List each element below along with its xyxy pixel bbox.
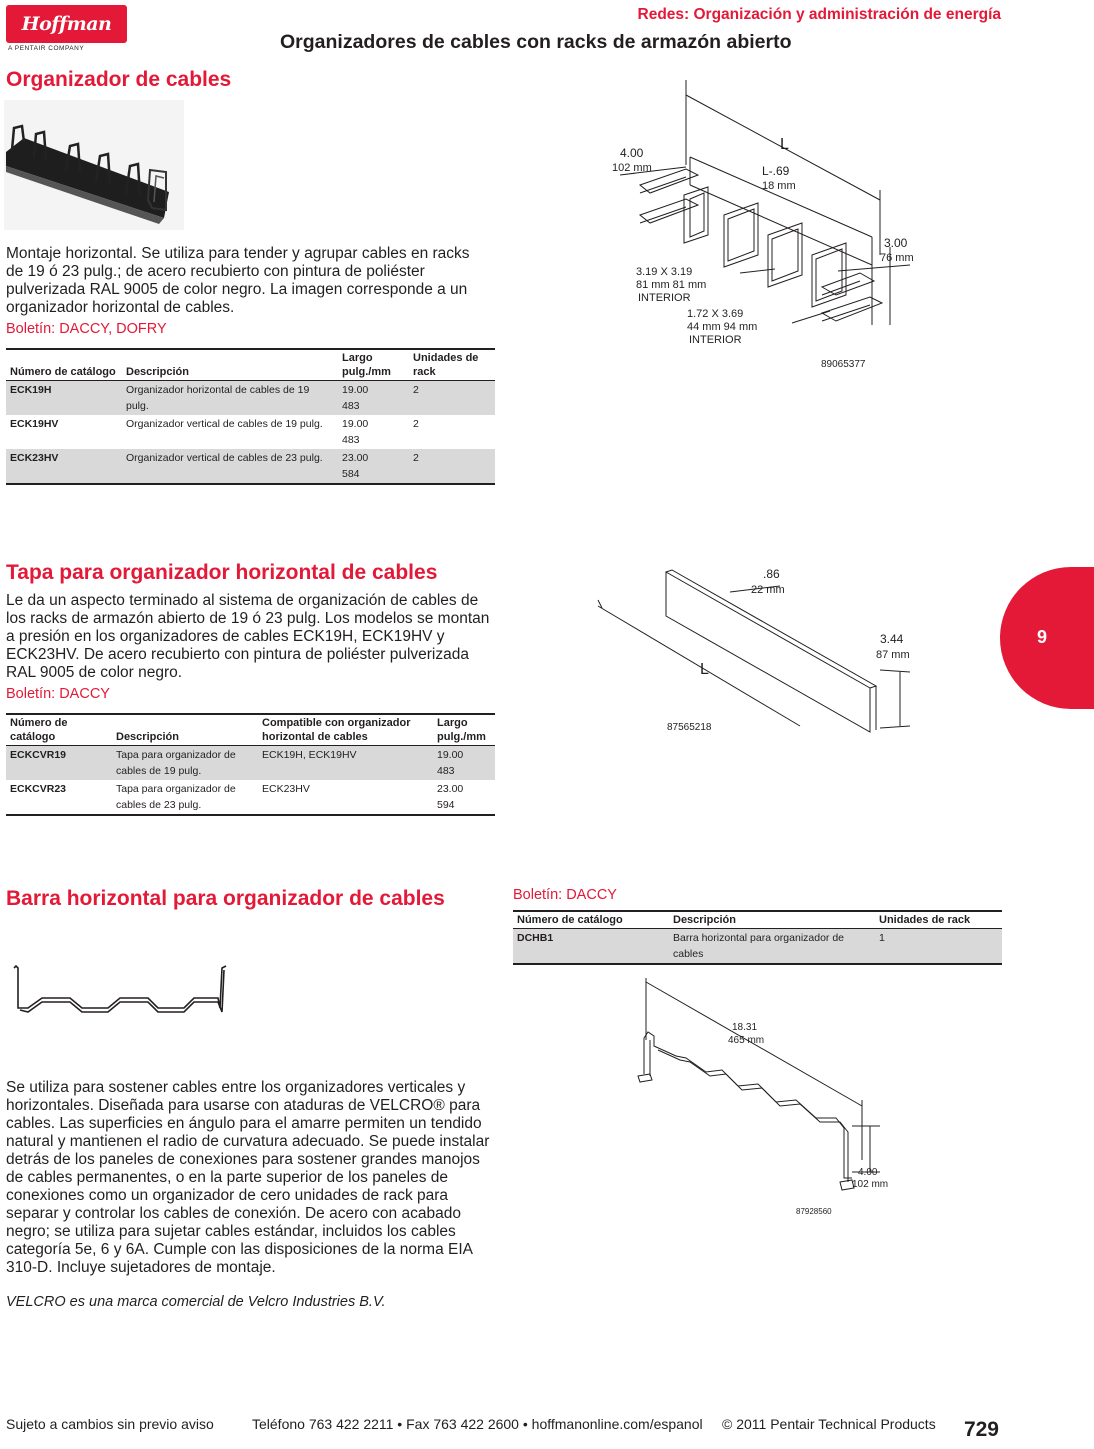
table-row	[6, 746, 495, 781]
col-header-catalog: Número de catálogo	[513, 911, 669, 929]
dim-inner-mm: 18 mm	[762, 180, 796, 192]
length-in: 19.00	[342, 418, 369, 430]
col-header-compatible: Compatible con organizador horizontal de cables	[258, 714, 433, 746]
length-in: 19.00	[437, 749, 464, 761]
dim-inner: L-.69	[762, 164, 790, 178]
horizontal-bar-drawing	[630, 960, 910, 1220]
cable-organizer-photo	[4, 100, 184, 230]
rack-units-cell: 2	[413, 418, 419, 430]
length-mm: 584	[342, 468, 360, 480]
dim-L: L	[780, 136, 789, 153]
catalog-number: ECK23HV	[6, 449, 122, 484]
dim-b-mm: 44 mm 94 mm	[687, 321, 758, 333]
dim-length-mm: 465 mm	[728, 1035, 765, 1046]
section1-table	[6, 348, 495, 485]
dim-top-mm: 22 mm	[751, 584, 785, 596]
rack-units-cell: 2	[409, 449, 495, 484]
page-title: Organizadores de cables con racks de armazón abierto	[280, 31, 792, 53]
description-cell: Organizador vertical de cables de 23 pulg.	[122, 449, 338, 484]
dim-b-note: INTERIOR	[689, 334, 742, 346]
dim-b: 1.72 X 3.69	[687, 308, 744, 320]
catalog-number: ECKCVR19	[6, 746, 112, 781]
col-header-rack-units: Unidades de rack	[409, 349, 495, 381]
dim-left-mm: 102 mm	[612, 162, 652, 174]
col-header-length: Largo pulg./mm	[433, 714, 495, 746]
table-row	[6, 449, 495, 484]
dim-L: L	[700, 661, 709, 678]
col-header-description: Descripción	[122, 349, 338, 381]
dim-a-mm: 81 mm 81 mm	[636, 279, 707, 291]
logo-text: Hoffman	[21, 13, 112, 35]
description-cell: Tapa para organizador de cables de 19 pulg.	[112, 746, 258, 781]
length-mm: 594	[437, 799, 455, 811]
length-in: 19.00	[342, 384, 369, 396]
dim-height: 4.00	[858, 1167, 878, 1178]
description-cell: Tapa para organizador de cables de 23 pulg.	[116, 783, 236, 811]
rack-units-cell: 1	[875, 929, 1002, 965]
col-header-description: Descripción	[112, 714, 258, 746]
col-header-description: Descripción	[669, 911, 875, 929]
section3-bulletin: Boletín: DACCY	[513, 887, 617, 903]
description-cell: Organizador horizontal de cables de 19 pulg.	[122, 381, 338, 416]
section3-title: Barra horizontal para organizador de cables	[6, 887, 445, 910]
length-cell	[338, 449, 409, 484]
dim-left: 4.00	[620, 146, 644, 160]
table-row	[6, 415, 495, 449]
col-header-catalog: Número de catálogo	[6, 714, 112, 746]
part-number: 89065377	[821, 359, 866, 370]
length-mm: 483	[342, 400, 360, 412]
col-header-length: Largo pulg./mm	[338, 349, 409, 381]
rack-units-cell: 2	[409, 381, 495, 416]
section1-description: Montaje horizontal. Se utiliza para tender y agrupar cables en racks de 19 ó 23 pulg.; de acero recubierto con pintura de poliéster pulverizada RAL 9005 de color negro. La imagen corresponde a un organizador horizontal de cables.	[6, 245, 470, 316]
table-row	[6, 381, 495, 416]
compatible-cell: ECK23HV	[262, 783, 310, 795]
section2-table	[6, 713, 495, 816]
table-row	[513, 929, 1002, 965]
col-header-rack-units: Unidades de rack	[875, 911, 1002, 929]
length-cell	[433, 780, 495, 815]
chapter-number: 9	[1037, 627, 1048, 647]
length-in: 23.00	[437, 783, 464, 795]
dim-right: 3.44	[880, 632, 904, 646]
dim-right: 3.00	[884, 236, 908, 250]
dim-top: .86	[763, 567, 780, 581]
chapter-tab	[1000, 567, 1094, 709]
part-number: 87928560	[796, 1207, 832, 1216]
table-row	[6, 780, 495, 815]
section2-title: Tapa para organizador horizontal de cables	[6, 561, 438, 584]
cable-organizer-drawing	[590, 75, 960, 375]
length-in: 23.00	[342, 452, 369, 464]
footer-contact: Teléfono 763 422 2211 • Fax 763 422 2600 • hoffmanonline.com/espanol	[252, 1416, 703, 1432]
cover-drawing	[590, 560, 930, 745]
catalog-number: DCHB1	[513, 929, 669, 965]
dim-a: 3.19 X 3.19	[636, 266, 693, 278]
length-mm: 483	[342, 434, 360, 446]
section2-description: Le da un aspecto terminado al sistema de organización de cables de los racks de armazón abierto de 19 ó 23 pulg. Los modelos se montan a presión en los organizadores de cables ECK19H, ECK19HV y ECK23HV. De acero recubierto con pintura de poliéster pulverizada RAL 9005 de color negro.	[6, 592, 490, 681]
length-mm: 483	[437, 765, 455, 777]
trademark-note: VELCRO es una marca comercial de Velcro Industries B.V.	[6, 1294, 386, 1310]
section3-table	[513, 910, 1002, 965]
compatible-cell: ECK19H, ECK19HV	[258, 746, 433, 781]
catalog-number: ECKCVR23	[10, 783, 67, 795]
section-label: Redes: Organización y administración de energía	[637, 6, 1001, 23]
footer-notice: Sujeto a cambios sin previo aviso	[6, 1416, 214, 1432]
length-cell	[433, 746, 495, 781]
section1-bulletin: Boletín: DACCY, DOFRY	[6, 321, 167, 337]
dim-length: 18.31	[732, 1022, 758, 1033]
section1-title: Organizador de cables	[6, 68, 232, 91]
footer-copyright: © 2011 Pentair Technical Products	[722, 1416, 936, 1432]
section3-description: Se utiliza para sostener cables entre los organizadores verticales y horizontales. Diseñada para usarse con ataduras de VELCRO® para cables. Las superficies en ángulo para el amarre permiten un tendido natural y mantienen el radio de curvatura adecuado. Se puede instalar detrás de los paneles de conexiones para sostener grandes manojos de cables permanentes, o en la parte superior de los paneles de conexiones como un organizador de cero unidades de rack para separar y controlar los cables de conexión. De acero con acabado negro; se utiliza para sujetar cables estándar, incluidos los cables categoría 5e, 6 y 6A. Cumple con las disposiciones de la norma EIA 310-D. Incluye sujetadores de montaje.	[6, 1079, 490, 1276]
part-number: 87565218	[667, 722, 712, 733]
catalog-number: ECK19H	[6, 381, 122, 416]
dim-a-note: INTERIOR	[638, 292, 691, 304]
length-cell	[338, 381, 409, 416]
hoffman-logo	[6, 5, 127, 43]
col-header-catalog: Número de catálogo	[6, 349, 122, 381]
page-number: 729	[963, 1418, 999, 1441]
catalog-number: ECK19HV	[10, 418, 59, 430]
dim-height-mm: 102 mm	[852, 1179, 889, 1190]
length-cell	[338, 415, 409, 449]
description-cell: Organizador vertical de cables de 19 pulg.	[126, 418, 323, 430]
section2-bulletin: Boletín: DACCY	[6, 686, 110, 702]
horizontal-bar-image	[8, 960, 233, 1022]
logo-subtitle: A PENTAIR COMPANY	[8, 45, 85, 52]
dim-right-mm: 87 mm	[876, 649, 910, 661]
dim-right-mm: 76 mm	[880, 252, 914, 264]
description-cell: Barra horizontal para organizador de cables	[669, 929, 875, 965]
